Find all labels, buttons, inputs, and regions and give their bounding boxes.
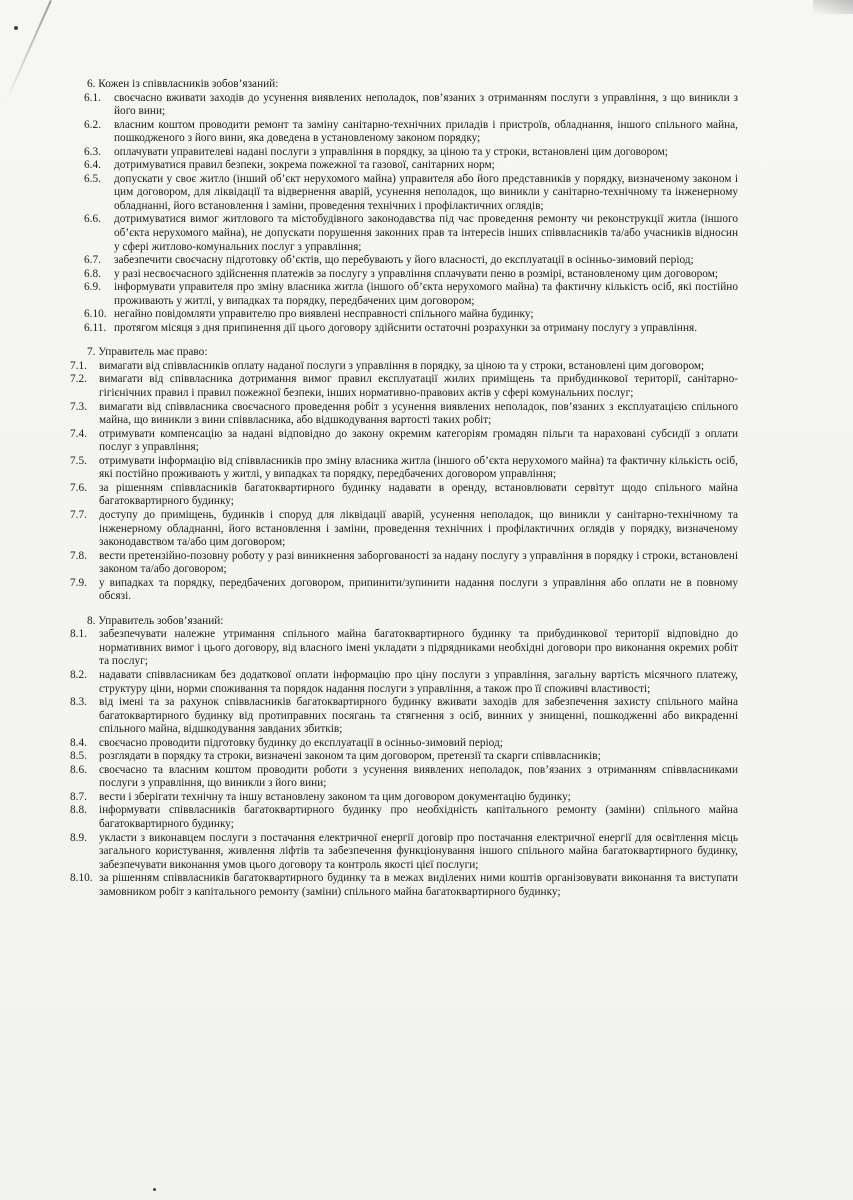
clause-text: вимагати від співвласників оплату наданої послуги з управління в порядку, за ціною та у строки, встановлені цим договором; [99, 359, 705, 372]
clause [70, 669, 738, 696]
clause [70, 173, 738, 214]
clause [70, 308, 738, 322]
clause-text: вимагати від співвласника своєчасного проведення робіт з усунення виявлених неполадок, пов’язаних з експлуатацією спільного майна, що виникли з вини співвласника, або відшкодування вартості таких робіт; [99, 400, 738, 427]
clause [70, 750, 738, 764]
clause-text: інформувати співвласників багатоквартирного будинку про необхідність капітального ремонту (заміни) спільного майна багатоквартирного будинку; [99, 804, 738, 830]
clause-number: 8.9. [70, 831, 87, 844]
clause-text: забезпечити своєчасну підготовку об’єктів, що перебувають у його власності, до експлуатації в осінньо-зимовий період; [114, 254, 694, 267]
clause-number: 7.9. [70, 576, 87, 589]
clause [70, 509, 738, 550]
document-body [70, 78, 738, 899]
clause-text: своєчасно вживати заходів до усунення виявлених неполадок, пов’язаних з отриманням послуги з управління, з що виникли з його вини; [114, 91, 738, 118]
clause-text: дотримуватися правил безпеки, зокрема пожежної та газової, санітарних норм; [114, 159, 495, 172]
clause-text: за рішенням співвласників багатоквартирного будинку надавати в оренду, встановлювати сервітут щодо спільного майна багатоквартирного будинку; [99, 481, 738, 508]
clause-number: 6.10. [84, 308, 107, 321]
clause-text: доступу до приміщень, будинків і споруд для ліквідації аварій, усунення неполадок, що виникли у санітарно-технічному та інженерному обладнанні, його встановлення і заміни, проведення технічних і профілактичних оглядів у порядку, визначеному законодавством та/або цим договором; [99, 508, 738, 549]
clause-number: 6.9. [84, 281, 101, 294]
clause [70, 550, 738, 577]
clause-text: отримувати інформацію від співвласників про зміну власника житла (іншого об’єкта нерухомого майна) та фактичну кількість осіб, які постійно проживають у житлі, у випадках та порядку, передбачених договором управління; [99, 454, 738, 481]
clause [70, 281, 738, 308]
clause-number: 7.3. [70, 400, 87, 413]
scan-speck [153, 1188, 156, 1191]
clause [70, 213, 738, 254]
clause-number: 6.11. [84, 321, 107, 334]
clause-text: вести і зберігати технічну та іншу встановлену законом та цим договором документацію будинку; [99, 790, 571, 803]
clause [70, 373, 738, 400]
clause-number: 6.7. [84, 254, 101, 267]
clause-number: 8.10. [70, 872, 93, 885]
clause-number: 8.6. [70, 763, 87, 776]
clause-text: оплачувати управителеві надані послуги з управління в порядку, за ціною та у строки, встановлені цим договором; [114, 145, 668, 158]
clause-text: укласти з виконавцем послуги з постачання електричної енергії договір про постачання електричної енергії для освітлення місць загального користування, живлення ліфтів та забезпечення функціонування іншого спільного майна багатоквартирного будинку, забезпечувати виконання умов цього договору та контроль якості цієї послуги; [99, 831, 738, 871]
clause-text: розглядати в порядку та строки, визначені законом та цим договором, претензії та скарги співвласників; [99, 750, 601, 763]
clause [70, 428, 738, 455]
clause [70, 119, 738, 146]
clause-text: допускати у своє житло (інший об’єкт нерухомого майна) управителя або його представників у порядку, визначеному законом і цим договором, для ліквідації та відвернення аварій, усунення неполадок, що виникли у санітарно-технічному та інженерному обладнанні, його встановлення і заміни, проведення технічних і профілактичних оглядів; [114, 172, 738, 212]
clause-number: 6.4. [84, 159, 101, 172]
clause [70, 696, 738, 737]
clause-text: дотримуватися вимог житлового та містобудівного законодавства під час проведення ремонту чи реконструкції житла (іншого об’єкта нерухомого майна), не допускати порушення законних прав та інтересів інших співвласників та/або учасників відносин у сфері житлово-комунальних послуг з управління; [114, 213, 738, 253]
clause [70, 832, 738, 873]
clause-number: 7.2. [70, 373, 87, 386]
clause-number: 6.1. [84, 91, 101, 104]
clause-number: 6.3. [84, 145, 101, 158]
clause [70, 268, 738, 282]
clause [70, 764, 738, 791]
clause-number: 6.8. [84, 267, 101, 280]
clause-text: власним коштом проводити ремонт та заміну санітарно-технічних приладів і пристроїв, обладнання, іншого спільного майна, пошкодженого з його вини, яка доведена в установленому законом порядку; [114, 118, 738, 145]
clause-text: у разі несвоєчасного здійснення платежів за послугу з управління сплачувати пеню в розмірі, встановленому цим договором; [114, 267, 719, 280]
clause-text: негайно повідомляти управителю про виявлені несправності спільного майна будинку; [114, 308, 534, 321]
clause-number: 6.2. [84, 118, 101, 131]
section-heading: 8. Управитель зобов’язаний: [87, 614, 224, 627]
clause [70, 401, 738, 428]
clause-number: 7.1. [70, 359, 87, 372]
clause [70, 737, 738, 751]
clause [70, 254, 738, 268]
section-7 [70, 346, 738, 603]
clause-text: вимагати від співвласника дотримання вимог правил експлуатації жилих приміщень та прибудинкової території, санітарно-гігієнічних правил і правил пожежної безпеки, інших нормативно-правових актів у сфері комунальних послуг; [99, 373, 738, 400]
clause-text: надавати співвласникам без додаткової оплати інформацію про ціну послуги з управління, загальну вартість місячного платежу, структуру ціни, норми споживання та порядок надання послуги з управління, а також про її споживчі властивості; [99, 668, 738, 695]
clause-number: 8.7. [70, 790, 87, 803]
clause [70, 577, 738, 604]
scan-speck [14, 26, 18, 30]
clause-text: за рішенням співвласників багатоквартирного будинку та в межах виділених ними коштів організовувати виконання та виступати замовником робіт з капітального ремонту (заміни) спільного майна багатоквартирного будинку; [99, 872, 738, 898]
clause-text: від імені та за рахунок співвласників багатоквартирного будинку вживати заходів для забезпечення захисту спільного майна багатоквартирного будинку від протиправних посягань та стягнення з осіб, винних у знищенні, пошкодженні або викраденні спільного майна, відшкодування завданих збитків; [99, 696, 738, 736]
clause [70, 804, 738, 831]
clause-number: 7.4. [70, 427, 87, 440]
clause-number: 7.5. [70, 454, 87, 467]
clause [70, 791, 738, 805]
clause-number: 8.3. [70, 696, 87, 709]
clause [70, 482, 738, 509]
clause [70, 455, 738, 482]
clause [70, 146, 738, 160]
clause-number: 7.7. [70, 508, 87, 521]
clause-number: 8.5. [70, 750, 87, 763]
clause-text: отримувати компенсацію за надані відповідно до закону окремим категоріям громадян пільги та нараховані субсидії з оплати послуг з управління; [99, 427, 738, 454]
clause-number: 8.4. [70, 736, 87, 749]
section-6 [70, 78, 738, 335]
clause-number: 7.8. [70, 549, 87, 562]
clause-number: 6.5. [84, 172, 101, 185]
clause-number: 6.6. [84, 213, 101, 226]
clause-text: своєчасно та власним коштом проводити роботи з усунення виявлених неполадок, пов’язаних з отриманням співвласниками послуги з управління, що виникли з його вини; [99, 763, 738, 790]
section-heading: 7. Управитель має право: [87, 346, 208, 359]
section-8 [70, 615, 738, 899]
clause-number: 8.2. [70, 668, 87, 681]
scan-corner-shadow [813, 0, 853, 14]
clause [70, 360, 738, 374]
clause [70, 322, 738, 336]
clause-text: протягом місяця з дня припинення дії цього договору здійснити остаточні розрахунки за отриману послугу з управління. [114, 321, 698, 334]
clause-text: своєчасно проводити підготовку будинку до експлуатації в осінньо-зимовий період; [99, 736, 503, 749]
clause-number: 8.1. [70, 628, 87, 641]
clause-number: 8.8. [70, 804, 87, 817]
scan-edge-mark [5, 0, 52, 101]
clause [70, 159, 738, 173]
clause [70, 628, 738, 669]
clause-text: вести претензійно-позовну роботу у разі виникнення заборгованості за надану послугу з управління в порядку і строки, встановлені законом та/або договором; [99, 549, 738, 576]
section-heading: 6. Кожен із співвласників зобов’язаний: [87, 78, 279, 90]
clause-number: 7.6. [70, 481, 87, 494]
clause-text: у випадках та порядку, передбачених договором, припинити/зупинити надання послуги з управління або оплати не в повному обсязі. [99, 576, 738, 603]
clause [70, 92, 738, 119]
clause-text: інформувати управителя про зміну власника житла (іншого об’єкта нерухомого майна) та фактичну кількість осіб, які постійно проживають у житлі, у випадках та порядку, передбачених цим договором; [114, 281, 738, 307]
clause-text: забезпечувати належне утримання спільного майна багатоквартирного будинку та прибудинкової території відповідно до нормативних вимог і цього договору, від власного імені укладати з підрядниками необхідні договори про виконання окремих робіт та послуг; [99, 628, 738, 668]
clause [70, 872, 738, 899]
